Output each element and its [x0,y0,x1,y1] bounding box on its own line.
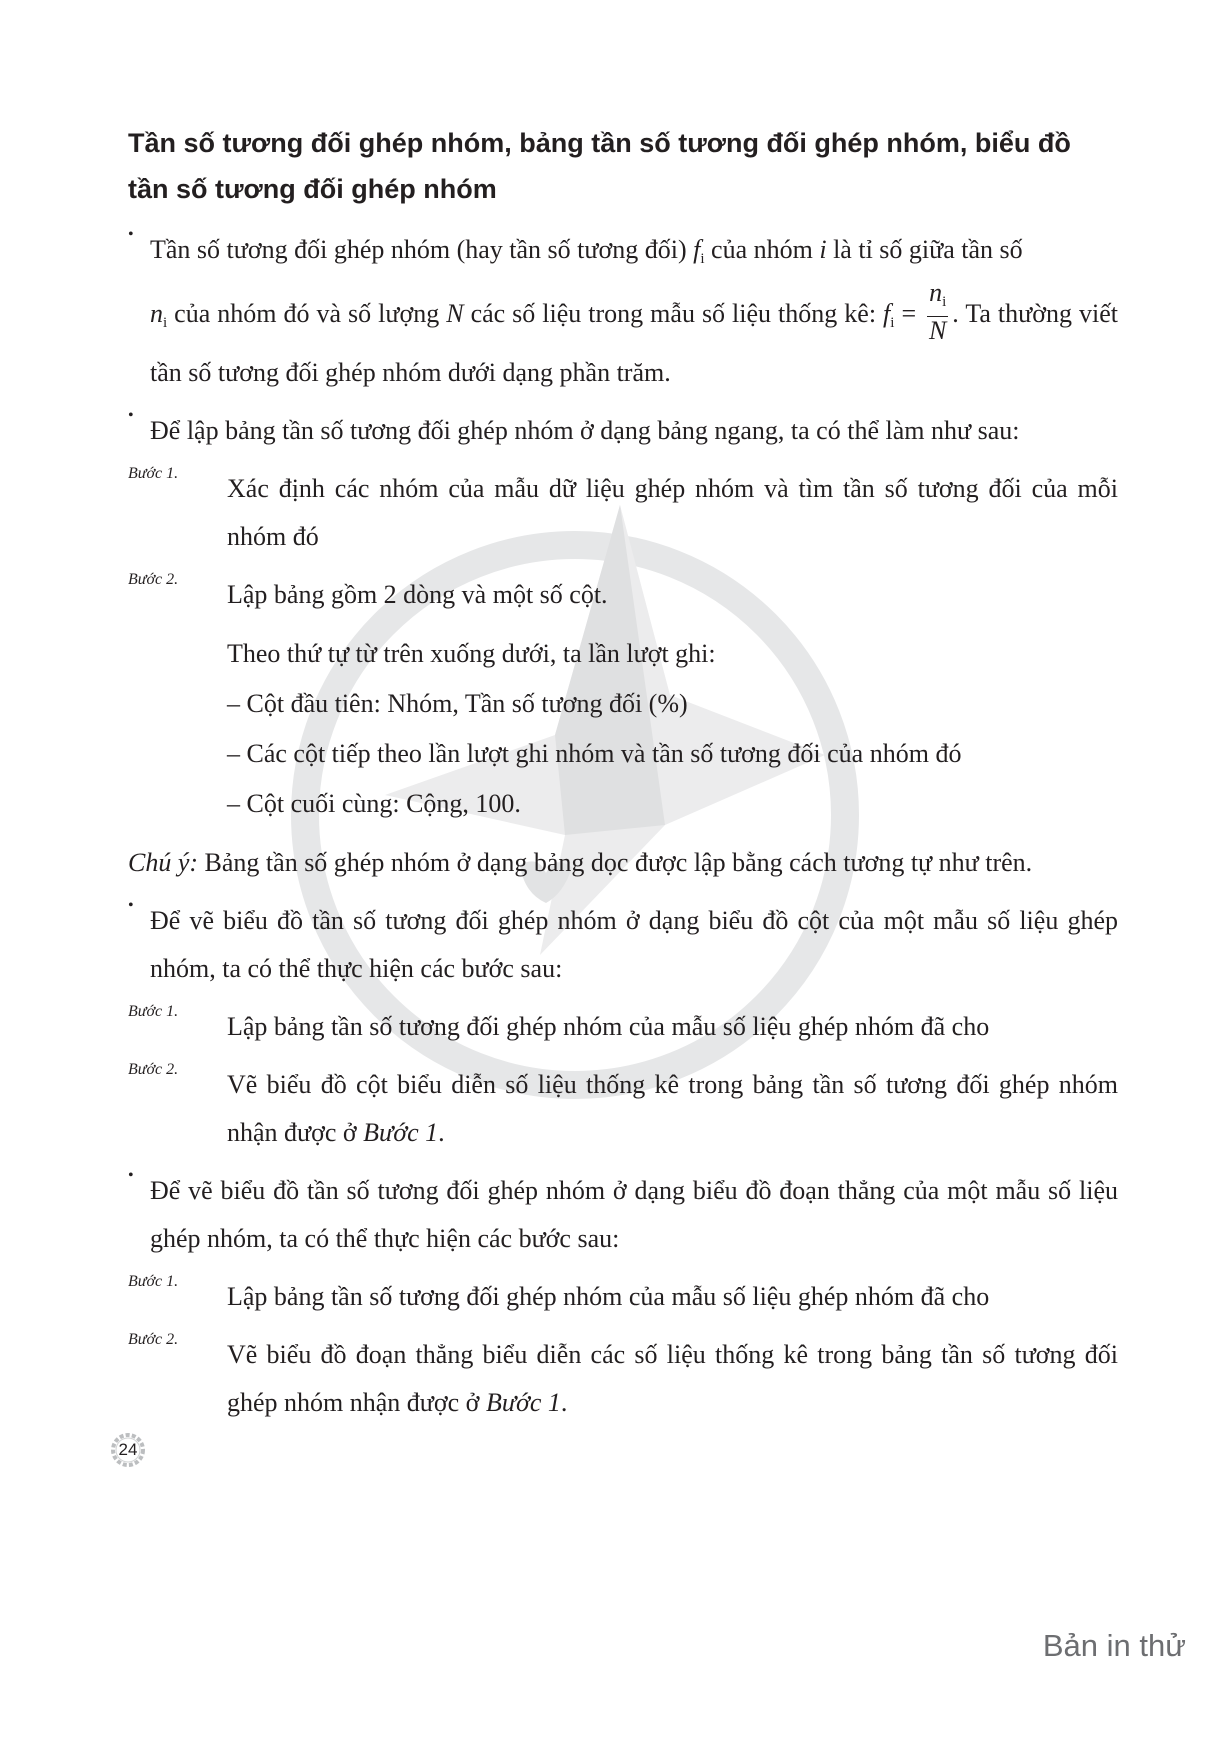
bullet-definition [128,226,1118,397]
list-item: – Cột cuối cùng: Cộng, 100. [227,789,521,818]
note-label: Chú ý: [128,848,199,877]
column-instructions: Theo thứ tự từ trên xuống dưới, ta lần lượt ghi: – Cột đầu tiên: Nhóm, Tần số tương đối (%) – Các cột tiếp theo lần lượt ghi nhóm và tần số tương đối của nhóm đó – Cột cuối cùng: Cộng, 100. [128,629,1118,829]
step-label: Bước 1. [128,465,179,482]
note: Chú ý: Bảng tần số ghép nhóm ở dạng bảng dọc được lập bằng cách tương tự như trên. [128,848,1033,877]
step-2: Bước 2. Vẽ biểu đồ cột biểu diễn số liệu thống kê trong bảng tần số tương đối ghép nhóm nhận được ở Bước 1. [128,1061,1118,1147]
fraction: $\frac{n_i}{N}$ [929,278,947,345]
step-1: Bước 1. Lập bảng tần số tương đối ghép nhóm của mẫu số liệu ghép nhóm đã cho [128,1273,990,1311]
list-item: – Cột đầu tiên: Nhóm, Tần số tương đối (%) [227,689,688,718]
section-heading: Tần số tương đối ghép nhóm, bảng tần số tương đối ghép nhóm, biểu đồ tần số tương đối ghép nhóm [128,128,1071,204]
bullet-table-steps: • Để lập bảng tần số tương đối ghép nhóm ở dạng bảng ngang, ta có thể làm như sau: [128,407,1118,455]
step-label: Bước 1. [128,1003,179,1020]
formula: $f_i$ = $\frac{n_i}{N}$ [883,278,947,345]
step-label: Bước 2. [128,1061,179,1078]
step-label: Bước 1. [128,1273,179,1290]
step-1: Bước 1. Xác định các nhóm của mẫu dữ liệu ghép nhóm và tìm tần số tương đối của mỗi nhóm đó [128,465,1118,551]
step-1: Bước 1. Lập bảng tần số tương đối ghép nhóm của mẫu số liệu ghép nhóm đã cho [128,1003,990,1041]
page-number: 24 [110,1432,146,1468]
draft-label: Bản in thử [1042,1628,1186,1663]
step-label: Bước 2. [128,1331,179,1348]
step-2: Bước 2. Vẽ biểu đồ đoạn thẳng biểu diễn các số liệu thống kê trong bảng tần số tương đối ghép nhóm nhận được ở Bước 1. [128,1331,1118,1417]
definition-text: • Tần số tương đối ghép nhóm (hay tần số tương đối) $f_i$ của nhóm i là tỉ số giữa tần số $n_i$ của nhóm đó và số lượng N các số liệu trong mẫu số liệu thống kê: $f_i$ = $\frac{n_i}{N}$ . Ta thường viết tần số tương đối ghép nhóm dưới dạng phần trăm. [150,235,1118,387]
page-content [128,120,1118,1437]
bullet-line-chart: • Để vẽ biểu đồ tần số tương đối ghép nhóm ở dạng biểu đồ đoạn thẳng của một mẫu số liệu ghép nhóm, ta có thể thực hiện các bước sau: [128,1167,1118,1263]
step-label: Bước 2. [128,571,179,588]
list-item: – Các cột tiếp theo lần lượt ghi nhóm và tần số tương đối của nhóm đó [227,739,962,768]
bullet-bar-chart: • Để vẽ biểu đồ tần số tương đối ghép nhóm ở dạng biểu đồ cột của một mẫu số liệu ghép nhóm, ta có thể thực hiện các bước sau: [128,897,1118,993]
step-2: Bước 2. Lập bảng gồm 2 dòng và một số cột. [128,571,608,609]
